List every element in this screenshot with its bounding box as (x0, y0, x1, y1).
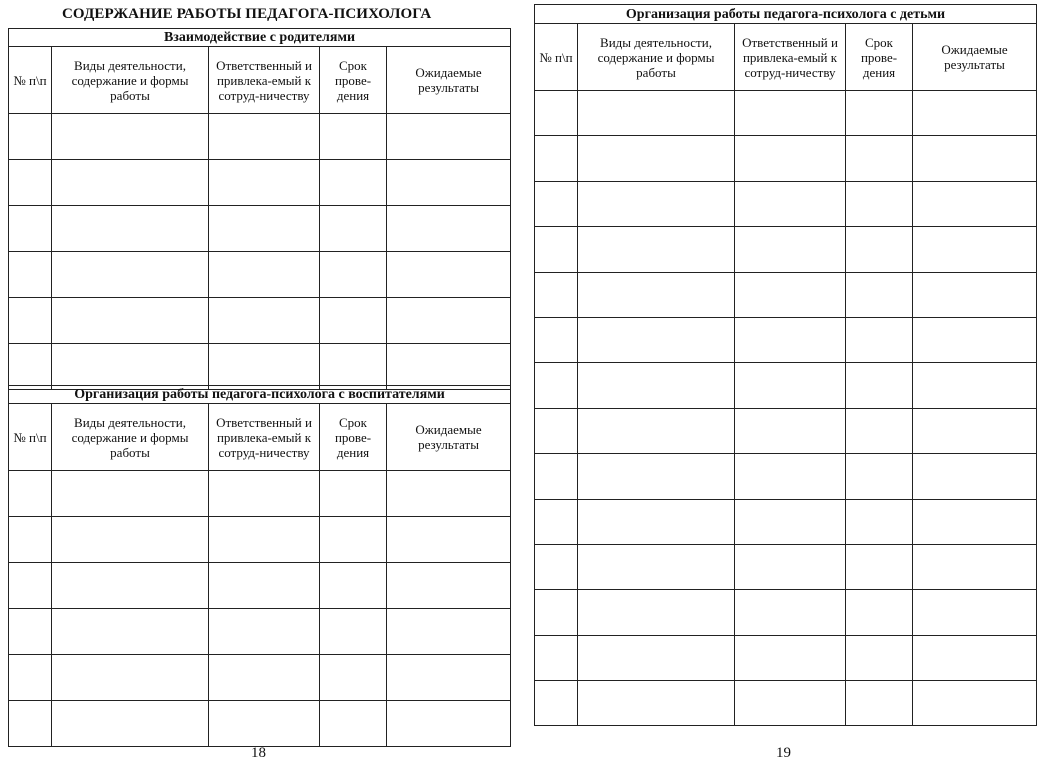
cell-results (913, 544, 1037, 589)
section-title: Взаимодействие с родителями (9, 29, 511, 47)
cell-activities (52, 517, 209, 563)
cell-responsible (735, 136, 846, 181)
cell-activities (578, 136, 735, 181)
cell-responsible (735, 544, 846, 589)
cell-results (913, 590, 1037, 635)
cell-activities (52, 471, 209, 517)
teachers-work-table (8, 385, 511, 747)
table-row (9, 206, 511, 252)
column-header-activities: Виды деятельности, содержание и формы работы (578, 24, 735, 91)
cell-deadline (846, 317, 913, 362)
cell-results (387, 298, 511, 344)
cell-deadline (846, 272, 913, 317)
page-title: СОДЕРЖАНИЕ РАБОТЫ ПЕДАГОГА-ПСИХОЛОГА (62, 6, 432, 22)
cell-results (387, 655, 511, 701)
cell-responsible (209, 517, 320, 563)
column-header-number: № п\п (9, 47, 52, 114)
cell-deadline (846, 363, 913, 408)
cell-results (387, 563, 511, 609)
table-row (535, 91, 1037, 136)
column-header-deadline: Срок прове-дения (846, 24, 913, 91)
table-row (535, 499, 1037, 544)
cell-number (535, 227, 578, 272)
cell-number (9, 298, 52, 344)
cell-activities (52, 206, 209, 252)
cell-responsible (735, 454, 846, 499)
cell-activities (578, 317, 735, 362)
cell-responsible (735, 272, 846, 317)
table-row (535, 590, 1037, 635)
cell-responsible (209, 471, 320, 517)
column-header-responsible: Ответственный и привлека-емый к сотруд-ничеству (735, 24, 846, 91)
cell-deadline (320, 563, 387, 609)
cell-number (535, 544, 578, 589)
table-row (535, 181, 1037, 226)
column-header-deadline: Срок прове-дения (320, 47, 387, 114)
cell-number (535, 272, 578, 317)
cell-number (9, 252, 52, 298)
cell-responsible (735, 590, 846, 635)
cell-activities (52, 252, 209, 298)
cell-deadline (320, 701, 387, 747)
cell-deadline (320, 344, 387, 390)
table-row (9, 471, 511, 517)
page-number: 19 (776, 745, 791, 761)
cell-deadline (846, 681, 913, 726)
table-row (535, 317, 1037, 362)
parents-interaction-table (8, 28, 511, 390)
cell-number (535, 136, 578, 181)
cell-activities (52, 344, 209, 390)
table-row (9, 344, 511, 390)
cell-results (913, 635, 1037, 680)
cell-results (913, 454, 1037, 499)
cell-results (913, 681, 1037, 726)
table-row (535, 454, 1037, 499)
cell-deadline (846, 136, 913, 181)
cell-number (9, 701, 52, 747)
section-title: Организация работы педагога-психолога с детьми (535, 5, 1037, 24)
cell-activities (578, 454, 735, 499)
cell-number (9, 344, 52, 390)
cell-deadline (846, 635, 913, 680)
cell-responsible (209, 298, 320, 344)
table-row (9, 655, 511, 701)
cell-responsible (735, 635, 846, 680)
cell-number (535, 181, 578, 226)
cell-activities (578, 363, 735, 408)
cell-activities (52, 701, 209, 747)
table-row (535, 363, 1037, 408)
cell-number (535, 454, 578, 499)
column-header-responsible: Ответственный и привлека-емый к сотруд-ничеству (209, 47, 320, 114)
cell-number (535, 590, 578, 635)
cell-results (913, 272, 1037, 317)
cell-number (9, 471, 52, 517)
cell-deadline (846, 227, 913, 272)
cell-deadline (320, 517, 387, 563)
cell-number (9, 206, 52, 252)
column-header-responsible: Ответственный и привлека-емый к сотруд-ничеству (209, 404, 320, 471)
column-header-deadline: Срок прове-дения (320, 404, 387, 471)
table-row (9, 160, 511, 206)
table-row (535, 408, 1037, 453)
cell-number (535, 408, 578, 453)
table-row (535, 635, 1037, 680)
cell-results (387, 517, 511, 563)
table-row (9, 114, 511, 160)
table-row (9, 701, 511, 747)
cell-number (535, 681, 578, 726)
cell-deadline (846, 590, 913, 635)
cell-responsible (735, 317, 846, 362)
cell-results (913, 317, 1037, 362)
cell-number (535, 91, 578, 136)
cell-activities (52, 160, 209, 206)
cell-deadline (320, 252, 387, 298)
cell-activities (578, 590, 735, 635)
cell-results (913, 408, 1037, 453)
cell-responsible (735, 181, 846, 226)
table-row (535, 227, 1037, 272)
table-row (9, 298, 511, 344)
table-row (9, 252, 511, 298)
cell-results (913, 136, 1037, 181)
cell-responsible (735, 408, 846, 453)
cell-responsible (209, 609, 320, 655)
cell-activities (578, 181, 735, 226)
column-header-results: Ожидаемые результаты (387, 47, 511, 114)
cell-deadline (846, 181, 913, 226)
cell-responsible (209, 563, 320, 609)
cell-deadline (320, 298, 387, 344)
cell-activities (578, 408, 735, 453)
cell-number (9, 563, 52, 609)
column-header-activities: Виды деятельности, содержание и формы работы (52, 404, 209, 471)
cell-number (9, 160, 52, 206)
children-work-table (534, 4, 1037, 726)
cell-activities (578, 227, 735, 272)
cell-results (913, 499, 1037, 544)
cell-responsible (209, 160, 320, 206)
cell-results (913, 181, 1037, 226)
cell-number (9, 609, 52, 655)
cell-activities (578, 681, 735, 726)
cell-deadline (320, 206, 387, 252)
cell-responsible (209, 655, 320, 701)
cell-results (387, 344, 511, 390)
table-row (9, 517, 511, 563)
cell-number (9, 114, 52, 160)
cell-deadline (320, 114, 387, 160)
cell-deadline (846, 544, 913, 589)
cell-deadline (846, 91, 913, 136)
cell-activities (52, 563, 209, 609)
cell-results (387, 252, 511, 298)
cell-deadline (320, 160, 387, 206)
cell-results (387, 206, 511, 252)
cell-responsible (735, 91, 846, 136)
cell-deadline (846, 454, 913, 499)
cell-number (535, 635, 578, 680)
cell-number (9, 517, 52, 563)
section-title: Организация работы педагога-психолога с воспитателями (9, 386, 511, 404)
cell-results (387, 471, 511, 517)
cell-activities (578, 499, 735, 544)
table-row (535, 136, 1037, 181)
cell-activities (52, 609, 209, 655)
cell-activities (52, 655, 209, 701)
cell-deadline (846, 499, 913, 544)
column-header-number: № п\п (535, 24, 578, 91)
cell-results (387, 160, 511, 206)
cell-number (9, 655, 52, 701)
cell-results (387, 114, 511, 160)
cell-responsible (209, 114, 320, 160)
cell-deadline (846, 408, 913, 453)
cell-responsible (209, 701, 320, 747)
cell-activities (578, 272, 735, 317)
cell-responsible (209, 252, 320, 298)
cell-results (913, 227, 1037, 272)
cell-activities (52, 298, 209, 344)
cell-activities (578, 544, 735, 589)
table-row (9, 609, 511, 655)
cell-responsible (209, 344, 320, 390)
cell-responsible (735, 363, 846, 408)
cell-activities (52, 114, 209, 160)
cell-activities (578, 91, 735, 136)
table-row (535, 272, 1037, 317)
table-row (9, 563, 511, 609)
cell-responsible (735, 227, 846, 272)
cell-deadline (320, 655, 387, 701)
column-header-activities: Виды деятельности, содержание и формы работы (52, 47, 209, 114)
cell-number (535, 499, 578, 544)
cell-responsible (735, 681, 846, 726)
column-header-number: № п\п (9, 404, 52, 471)
table-row (535, 544, 1037, 589)
cell-deadline (320, 609, 387, 655)
cell-results (913, 91, 1037, 136)
cell-results (387, 609, 511, 655)
cell-results (913, 363, 1037, 408)
cell-number (535, 363, 578, 408)
cell-number (535, 317, 578, 362)
cell-activities (578, 635, 735, 680)
cell-deadline (320, 471, 387, 517)
column-header-results: Ожидаемые результаты (387, 404, 511, 471)
page-number: 18 (251, 745, 266, 761)
table-row (535, 681, 1037, 726)
cell-responsible (735, 499, 846, 544)
cell-results (387, 701, 511, 747)
column-header-results: Ожидаемые результаты (913, 24, 1037, 91)
cell-responsible (209, 206, 320, 252)
